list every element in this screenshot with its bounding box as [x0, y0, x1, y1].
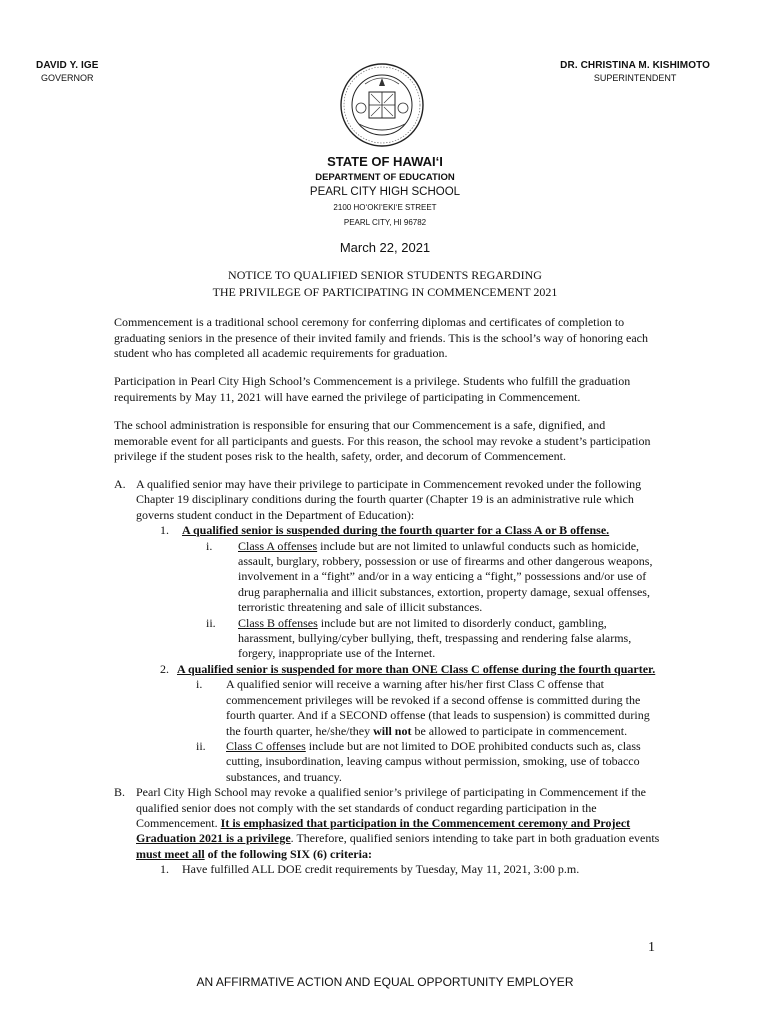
superintendent-name: DR. CHRISTINA M. KISHIMOTO [560, 60, 710, 71]
governor-name: DAVID Y. IGE [36, 60, 99, 71]
class-c-warning-item [114, 677, 662, 739]
page-number: 1 [648, 940, 655, 955]
class-b-label: Class B offenses [238, 615, 318, 630]
sub-ii-marker-2: ii. [196, 738, 206, 753]
item-2-marker: 2. [160, 661, 169, 676]
class-c-offenses-item [114, 739, 662, 785]
item-1-heading: A qualified senior is suspended during the fourth quarter for a Class A or B offense. [182, 523, 610, 538]
section-b [114, 785, 662, 862]
section-a-marker: A. [114, 477, 126, 491]
b-item-1-text: Have fulfilled ALL DOE credit requirements by Tuesday, May 11, 2021, 3:00 p.m. [182, 862, 580, 877]
class-a-label: Class A offenses [238, 538, 318, 553]
governor-block [36, 60, 99, 83]
item-1-marker: 1. [160, 523, 169, 538]
footer-statement: AN AFFIRMATIVE ACTION AND EQUAL OPPORTUNITY EMPLOYER [196, 975, 574, 989]
class-b-offenses-item [114, 616, 662, 662]
will-not-emphasis: will not [373, 723, 412, 738]
class-c-label: Class C offenses [226, 738, 306, 753]
class-a-offenses-item [114, 539, 662, 616]
sub-i-marker-2: i. [196, 677, 203, 692]
sub-i-marker: i. [206, 538, 213, 553]
criteria-list [114, 477, 662, 878]
section-b-marker: B. [114, 785, 126, 800]
section-a [114, 477, 662, 523]
class-c-warning-text-before: A qualified senior will receive a warning after his/her first Class C offense that commencement privileges will be revoked if a second offense is committed during the fourth quarter. And if a SECOND offense (that leads to suspension) is committed during the fourth quarter, he/she/they [226, 677, 650, 738]
state-name: STATE OF HAWAI‘I [327, 154, 443, 169]
paragraph-administration: The school administration is responsible for ensuring that our Commencement is a safe, dignified, and memorable event for all participants and guests. For this reason, the school may revoke a student’s participation privilege if the student poses risk to the health, safety, order, and decorum of Commencement. [114, 418, 651, 463]
paragraph-participation: Participation in Pearl City High School’s Commencement is a privilege. Students who fulfill the graduation requirements by May 11, 2021 will have earned the privilege of participating in Commencement. [114, 374, 631, 404]
item-2-heading: A qualified senior is suspended for more than ONE Class C offense during the fourth quarter. [177, 661, 656, 676]
class-a-text: include but are not limited to unlawful conducts such as homicide, assault, burglary, robbery, possession or use of firearms and other dangerous weapons, involvement in a “fight” and/or in a way enticing a “fight,” possessions and/or use of drug paraphernalia and illicit substances, extortion, property damage, sexual offenses, terroristic threatening and sale of illicit substances. [238, 538, 653, 615]
b-item-1-marker: 1. [160, 862, 169, 877]
section-a-item-1 [114, 523, 662, 538]
notice-title-line-2: THE PRIVILEGE OF PARTICIPATING IN COMMENCEMENT 2021 [212, 285, 558, 299]
must-meet-all: must meet all [136, 846, 205, 861]
class-b-text: include but are not limited to disorderly conduct, gambling, harassment, bullying/cyber bullying, theft, trespassing and rendering false alarms, forgery, inappropriate use of the Internet. [238, 615, 632, 661]
city-address: PEARL CITY, HI 96782 [343, 218, 427, 227]
section-b-text-after: of the following SIX (6) criteria: [204, 846, 372, 861]
section-a-item-2 [114, 662, 662, 677]
superintendent-block [560, 60, 710, 83]
paragraph-commencement: Commencement is a traditional school ceremony for conferring diplomas and certificates of completion to graduating seniors in the presence of their invited family and friends. This is the school’s way of honoring each student who has completed all academic requirements for graduation. [114, 315, 648, 360]
state-seal-icon [339, 62, 425, 148]
section-b-item-1 [114, 862, 662, 877]
street-address: 2100 HO‘OKI‘EKI‘E STREET [333, 203, 437, 212]
letter-date: March 22, 2021 [339, 240, 431, 255]
class-c-text: include but are not limited to DOE prohibited conducts such as, class cutting, insubordination, leaving campus without permission, smoking, use of tobacco substances, and truancy. [226, 738, 641, 784]
governor-title: GOVERNOR [41, 73, 94, 83]
sub-ii-marker: ii. [206, 615, 216, 630]
notice-title-line-1: NOTICE TO QUALIFIED SENIOR STUDENTS REGARDING [228, 268, 542, 282]
superintendent-title: SUPERINTENDENT [593, 73, 677, 83]
school-name: PEARL CITY HIGH SCHOOL [309, 186, 461, 198]
class-c-warning-text-after: be allowed to participate in commencement. [411, 723, 628, 738]
section-b-emphasis: It is emphasized that participation in the Commencement ceremony and Project Graduation 2021 is a privilege [136, 815, 631, 846]
section-a-text: A qualified senior may have their privilege to participate in Commencement revoked under the following Chapter 19 disciplinary conditions during the fourth quarter (Chapter 19 is an administrative rule which governs student conduct in the Department of Education): [136, 477, 642, 522]
department-name: DEPARTMENT OF EDUCATION [315, 172, 455, 183]
section-b-text-before: Pearl City High School may revoke a qualified senior’s privilege of participating in Commencement if the qualified senior does not comply with the set standards of conduct regarding participation in the Commencement. [136, 785, 646, 830]
section-b-text-middle: . Therefore, qualified seniors intending to take part in both graduation events [290, 831, 660, 846]
